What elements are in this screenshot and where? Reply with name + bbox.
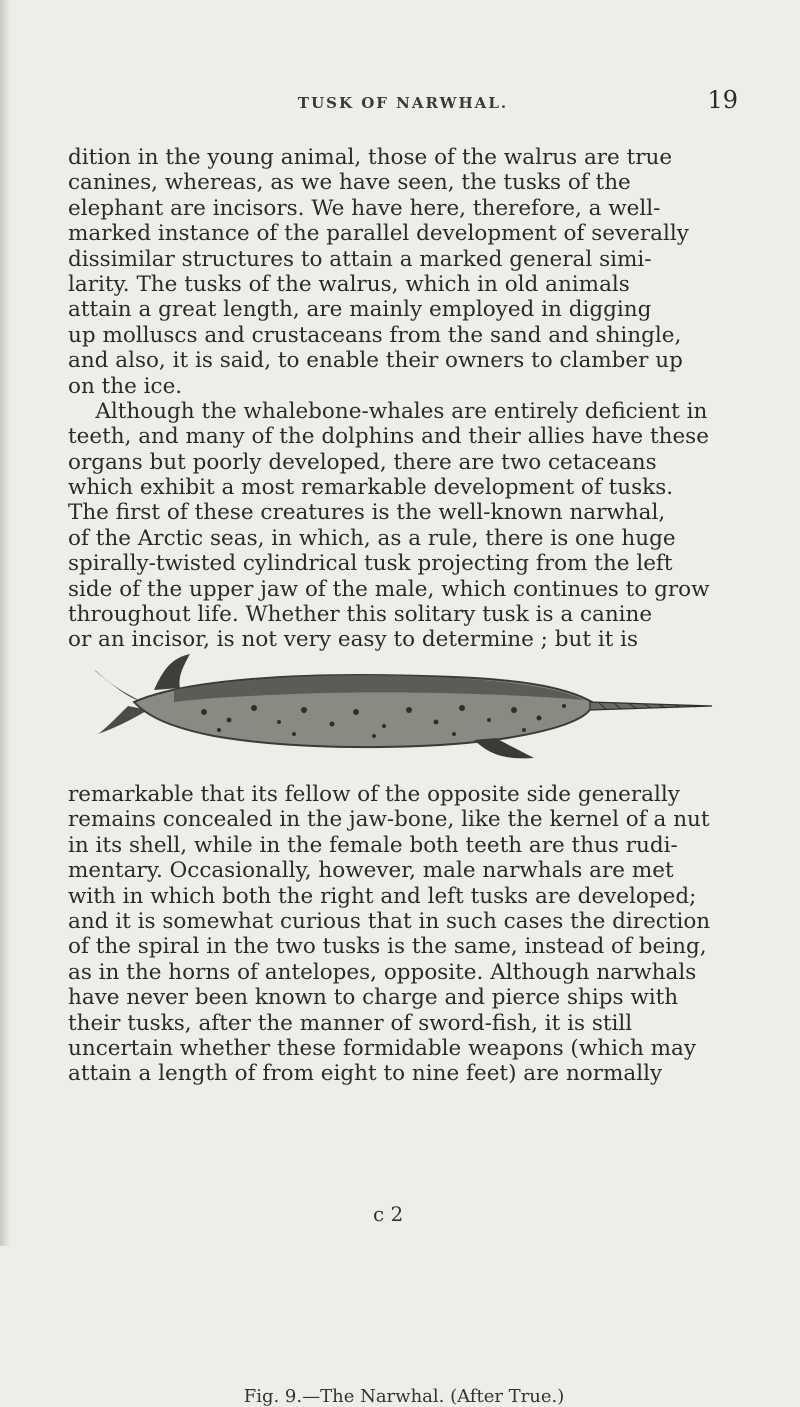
text-line: uncertain whether these formidable weapons (which may [68, 1035, 697, 1061]
text-line: of the spiral in the two tusks is the same, instead of being, [68, 934, 707, 960]
narwhal-fin-upper [154, 654, 190, 690]
text-line: with in which both the right and left tusks are developed; [68, 883, 697, 909]
signature-mark: c 2 [373, 1202, 404, 1226]
text-line: or an incisor, is not very easy to determine ; but it is [68, 627, 639, 653]
text-line: on the ice. [68, 373, 183, 399]
text-line: attain a length of from eight to nine feet) are normally [68, 1061, 663, 1087]
text-line: larity. The tusks of the walrus, which in old animals [68, 271, 630, 297]
narwhal-illustration [94, 650, 714, 770]
text-line: marked instance of the parallel development of severally [68, 221, 689, 247]
text-line: canines, whereas, as we have seen, the tusks of the [68, 170, 631, 196]
text-line: in its shell, while in the female both teeth are thus rudi- [68, 832, 678, 858]
text-line: elephant are incisors. We have here, therefore, a well- [68, 195, 661, 221]
narwhal-tail-fluke-upper [94, 670, 142, 702]
text-line: Although the whalebone-whales are entirely deficient in [68, 398, 708, 424]
page-edge-shadow [0, 0, 10, 1246]
text-line: throughout life. Whether this solitary tusk is a canine [68, 602, 653, 628]
text-line: have never been known to charge and pierce ships with [68, 985, 679, 1011]
page-number: 19 [707, 86, 738, 114]
paragraph-bottom [68, 782, 740, 1087]
page-header [68, 86, 738, 122]
text-line: spirally-twisted cylindrical tusk projecting from the left [68, 551, 673, 577]
text-line: dition in the young animal, those of the walrus are true [68, 145, 673, 170]
narwhal-tail-fluke-lower [98, 706, 148, 734]
narwhal-flipper [474, 738, 534, 758]
text-line: teeth, and many of the dolphins and their allies have these [68, 424, 709, 450]
text-line: remains concealed in the jaw-bone, like the kernel of a nut [68, 807, 710, 833]
text-line: and it is somewhat curious that in such cases the direction [68, 908, 711, 934]
text-line: as in the horns of antelopes, opposite. Although narwhals [68, 959, 697, 985]
text-line: which exhibit a most remarkable development of tusks. [68, 475, 674, 501]
text-line: dissimilar structures to attain a marked general simi- [68, 246, 652, 272]
text-line: side of the upper jaw of the male, which continues to grow [68, 576, 710, 602]
text-line: organs but poorly developed, there are two cetaceans [68, 449, 657, 475]
text-line: their tusks, after the manner of sword-fish, it is still [68, 1010, 633, 1036]
text-line: attain a great length, are mainly employed in digging [68, 297, 652, 323]
text-line: and also, it is said, to enable their owners to clamber up [68, 348, 683, 374]
text-line: remarkable that its fellow of the opposite side generally [68, 782, 680, 807]
text-line: of the Arctic seas, in which, as a rule, there is one huge [68, 525, 676, 551]
text-line: up molluscs and crustaceans from the sand and shingle, [68, 322, 682, 348]
text-line: mentary. Occasionally, however, male narwhals are met [68, 858, 674, 884]
figure-caption: Fig. 9.—The Narwhal. (After True.) [243, 1386, 565, 1407]
paragraph-top [68, 145, 740, 653]
text-line: The first of these creatures is the well-known narwhal, [68, 500, 666, 526]
running-head: TUSK OF NARWHAL. [297, 94, 509, 112]
